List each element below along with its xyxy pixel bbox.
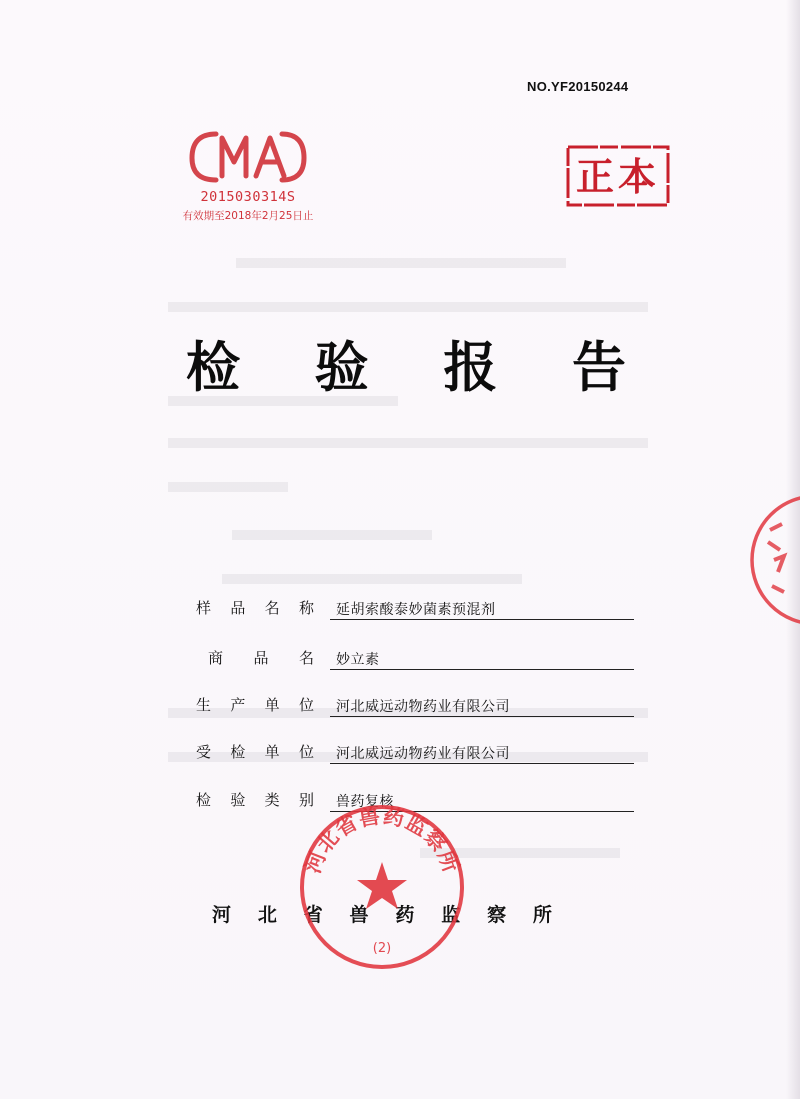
issuing-organization: 河 北 省 兽 药 监 察 所: [212, 904, 552, 926]
field-value: 兽药复核: [336, 794, 394, 810]
field-label: 商 品 名: [208, 649, 314, 667]
field-label: 样 品 名 称: [196, 599, 314, 617]
field-underline: [330, 669, 634, 670]
bleed-through-mark: [222, 574, 522, 584]
field-sample-name: [196, 597, 636, 621]
edge-seal-fragment: [738, 490, 800, 630]
title-char: 验: [314, 334, 369, 399]
field-underline: [330, 619, 634, 620]
bleed-through-mark: [232, 530, 432, 540]
title-char: 检: [186, 334, 240, 399]
field-label: 检 验 类 别: [196, 791, 314, 809]
original-copy-stamp: [566, 145, 670, 207]
field-manufacturer: [196, 694, 636, 718]
bleed-through-mark: [236, 258, 566, 268]
field-label: 生 产 单 位: [196, 696, 314, 714]
report-number: NO.YF20150244: [527, 79, 629, 94]
seal-number: (2): [372, 941, 392, 956]
field-value: 延胡索酸泰妙菌素预混剂: [336, 602, 496, 618]
field-label: 受 检 单 位: [196, 743, 314, 761]
bleed-through-mark: [168, 482, 288, 492]
ma-validity: 有效期至2018年2月25日止: [182, 210, 314, 222]
ma-certification-stamp: [178, 118, 318, 230]
original-copy-text: 正本: [575, 154, 661, 199]
field-inspected-unit: [196, 741, 636, 765]
title-char: 告: [571, 334, 626, 399]
field-value: 河北威远动物药业有限公司: [336, 699, 510, 715]
seal-text: 河北省兽药监察所: [300, 803, 464, 877]
field-trade-name: [196, 647, 636, 671]
title-char: 报: [443, 334, 498, 399]
bleed-through-mark: [168, 438, 648, 448]
field-underline: [330, 763, 634, 764]
bleed-through-mark: [168, 302, 648, 312]
official-seal: [297, 802, 467, 972]
field-value: 妙立素: [336, 652, 380, 668]
field-underline: [330, 716, 634, 717]
star-icon: [357, 862, 407, 909]
field-value: 河北威远动物药业有限公司: [336, 746, 510, 762]
ma-code: 2015030314S: [200, 189, 296, 205]
report-title: [186, 328, 626, 398]
